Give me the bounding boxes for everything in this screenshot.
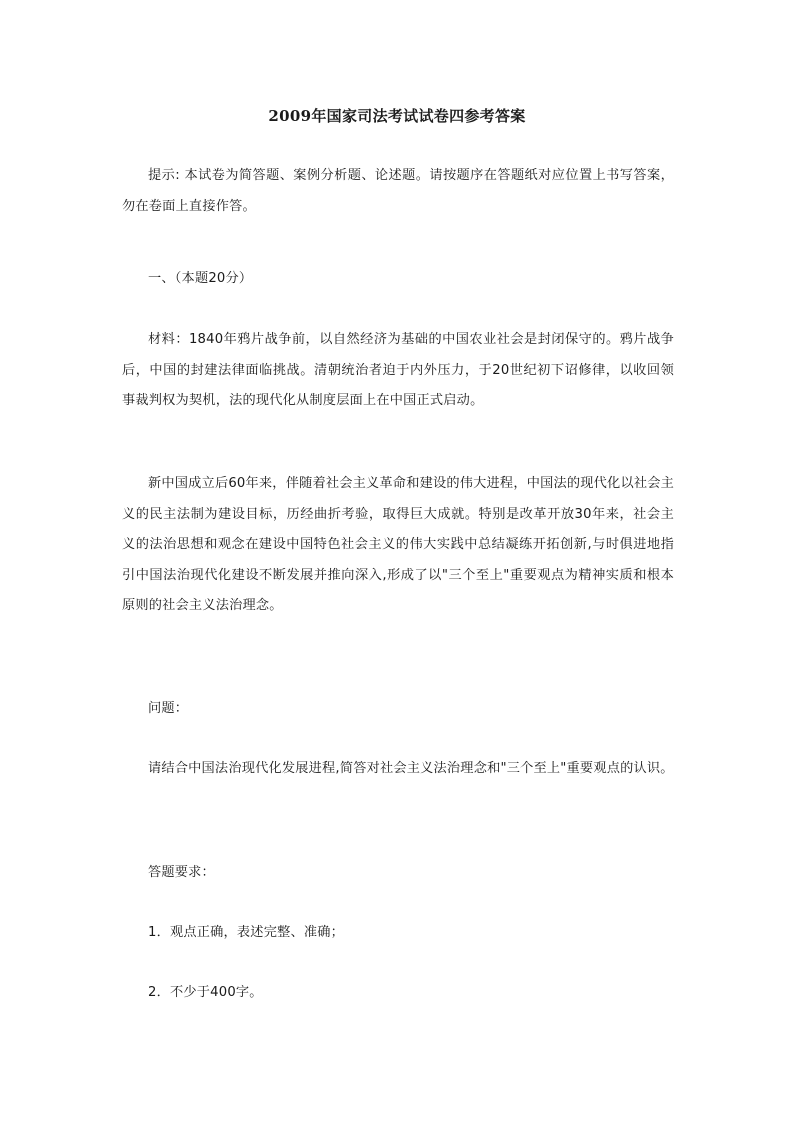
question-text: 请结合中国法治现代化发展进程,简答对社会主义法治理念和"三个至上"重要观点的认识。 xyxy=(148,761,674,776)
material-paragraph-2: 新中国成立后60年来，伴随着社会主义革命和建设的伟大进程，中国法的现代化以社会主义的民主法制为建设目标，历经曲折考验，取得巨大成就。特别是改革开放30年来，社会主义的法治思想和观念在建设中国特色社会主义的伟大实践中总结凝练开拓创新,与时俱进地指引中国法治现代化建设不断发展并推向深入,形成了以"三个至上"重要观点为精神实质和根本原则的社会主义法治理念。 xyxy=(122,476,674,613)
material-paragraph-1: 材料：1840年鸦片战争前，以自然经济为基础的中国农业社会是封闭保守的。鸦片战争后，中国的封建法律面临挑战。清朝统治者迫于内外压力，于20世纪初下诏修律，以收回领事裁判权为契机，法的现代化从制度层面上在中国正式启动。 xyxy=(122,332,674,408)
requirements-label: 答题要求： xyxy=(148,865,215,880)
requirement-item-2: 2．不少于400字。 xyxy=(148,985,263,1000)
requirement-item-1: 1．观点正确，表述完整、准确； xyxy=(148,925,345,940)
exam-hint: 提示: 本试卷为简答题、案例分析题、论述题。请按题序在答题纸对应位置上书写答案，勿在卷面上直接作答。 xyxy=(122,168,674,214)
question-heading: 一、（本题20分） xyxy=(148,271,253,286)
question-label: 问题： xyxy=(148,701,189,716)
document-title: 2009年国家司法考试试卷四参考答案 xyxy=(268,107,526,125)
